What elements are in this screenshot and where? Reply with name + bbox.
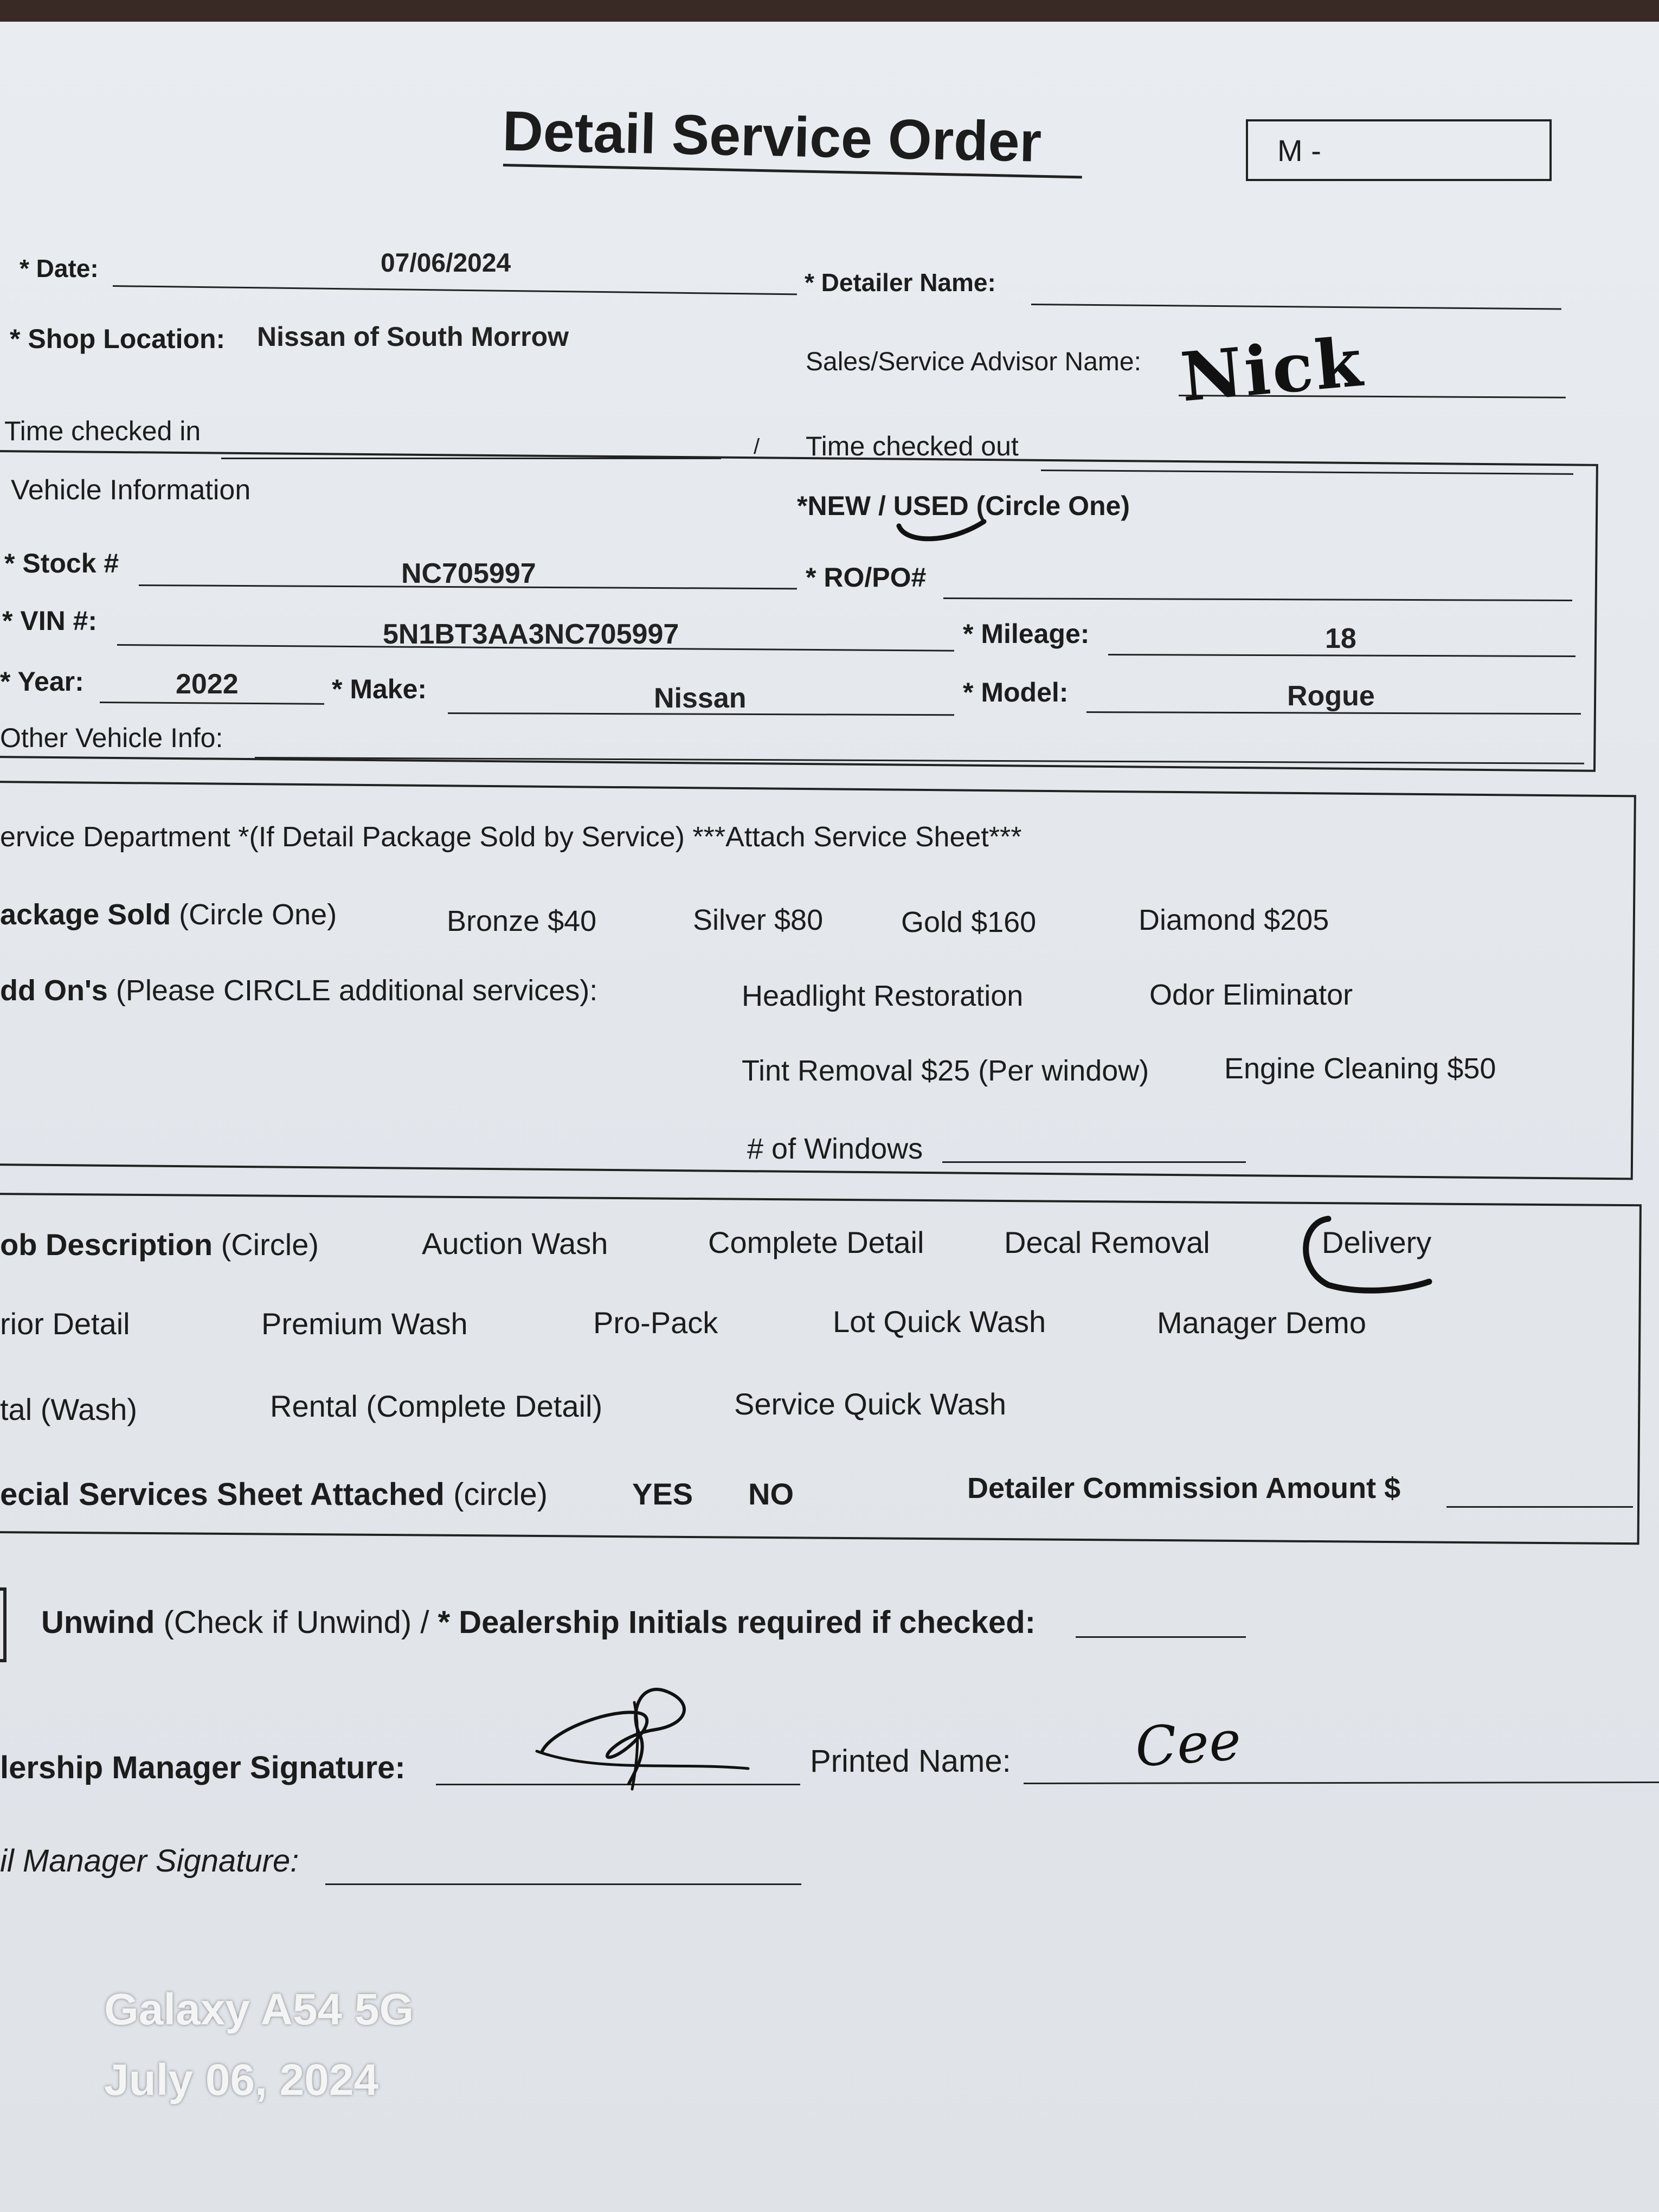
mileage-label: * Mileage: — [963, 619, 1090, 649]
time-checked-in-label: Time checked in — [4, 416, 201, 446]
package-silver[interactable]: Silver $80 — [693, 904, 824, 936]
stock-number-label: * Stock # — [4, 548, 119, 578]
package-gold[interactable]: Gold $160 — [901, 906, 1037, 938]
detail-manager-signature-line — [325, 1883, 801, 1885]
vin-value: 5N1BT3AA3NC705997 — [383, 619, 679, 650]
detailer-name-line — [1031, 304, 1561, 310]
year-value: 2022 — [176, 668, 239, 700]
job-auction-wash[interactable]: Auction Wash — [422, 1226, 608, 1261]
printed-name-line — [1024, 1782, 1659, 1784]
detailer-name-label: * Detailer Name: — [805, 268, 996, 297]
ro-po-label: * RO/PO# — [806, 562, 927, 593]
shop-location-label: * Shop Location: — [10, 324, 226, 354]
vin-label: * VIN #: — [2, 606, 98, 636]
mileage-value: 18 — [1325, 623, 1356, 654]
add-ons-label-note: (Please CIRCLE additional services): — [115, 974, 598, 1007]
time-checked-out-label: Time checked out — [806, 431, 1019, 461]
model-label: * Model: — [963, 677, 1069, 708]
camera-device-stamp: Galaxy A54 5G — [104, 1985, 414, 2034]
advisor-name-value: Nick — [1178, 323, 1367, 417]
form-number-label: M - — [1277, 133, 1321, 168]
package-diamond[interactable]: Diamond $205 — [1139, 904, 1329, 936]
windows-count-label: # of Windows — [747, 1133, 923, 1165]
job-decal-removal[interactable]: Decal Removal — [1004, 1225, 1210, 1259]
job-lot-quick-wash[interactable]: Lot Quick Wash — [833, 1304, 1046, 1339]
special-services-label-note: (circle) — [453, 1477, 548, 1512]
detail-manager-signature-label: il Manager Signature: — [0, 1843, 299, 1879]
initials-line — [1076, 1636, 1246, 1638]
time-separator: / — [754, 435, 760, 459]
job-rental-complete-detail[interactable]: Rental (Complete Detail) — [270, 1389, 603, 1423]
add-ons-label-bold: dd On's — [0, 974, 108, 1007]
printed-name-label: Printed Name: — [810, 1744, 1011, 1779]
job-rental-wash[interactable]: tal (Wash) — [0, 1392, 138, 1426]
unwind-label-note: (Check if Unwind) / — [163, 1605, 429, 1640]
shop-location-value: Nissan of South Morrow — [257, 321, 569, 352]
special-services-no[interactable]: NO — [748, 1477, 794, 1511]
special-services-label-bold: ecial Services Sheet Attached — [0, 1477, 445, 1512]
delivery-circle-mark — [1290, 1209, 1448, 1296]
other-vehicle-info-label: Other Vehicle Info: — [0, 723, 223, 753]
windows-count-line — [942, 1161, 1246, 1163]
job-description-label-bold: ob Description — [0, 1227, 213, 1262]
service-order-sheet — [0, 22, 1659, 2212]
job-interior-detail[interactable]: rior Detail — [0, 1307, 130, 1341]
vehicle-info-heading: Vehicle Information — [11, 474, 251, 506]
job-pro-pack[interactable]: Pro-Pack — [593, 1306, 718, 1340]
package-sold-label — [0, 900, 337, 929]
addon-tint-removal[interactable]: Tint Removal $25 (Per window) — [742, 1054, 1149, 1087]
package-sold-label-bold: ackage Sold — [0, 898, 171, 931]
page-title: Detail Service Order — [501, 100, 1043, 174]
package-sold-label-note: (Circle One) — [179, 898, 337, 931]
detailer-commission-line — [1446, 1506, 1633, 1508]
addon-odor-eliminator[interactable]: Odor Eliminator — [1149, 979, 1353, 1011]
unwind-label — [41, 1607, 1036, 1638]
date-line — [113, 285, 797, 295]
new-used-label: *NEW / USED (Circle One) — [797, 491, 1130, 521]
special-services-label — [0, 1479, 548, 1510]
year-label: * Year: — [0, 666, 84, 697]
job-manager-demo[interactable]: Manager Demo — [1157, 1306, 1366, 1340]
add-ons-label — [0, 976, 597, 1005]
camera-date-stamp: July 06, 2024 — [104, 2055, 379, 2105]
job-service-quick-wash[interactable]: Service Quick Wash — [734, 1387, 1007, 1421]
model-value: Rogue — [1287, 680, 1375, 712]
job-description-label-note: (Circle) — [221, 1227, 319, 1262]
job-delivery[interactable]: Delivery — [1322, 1225, 1432, 1259]
unwind-label-bold: Unwind — [41, 1605, 155, 1640]
service-department-heading: ervice Department *(If Detail Package Sold by Service) ***Attach Service Sheet*** — [0, 821, 1022, 853]
date-value: 07/06/2024 — [381, 249, 511, 278]
addon-headlight-restoration[interactable]: Headlight Restoration — [742, 980, 1024, 1012]
stock-number-value: NC705997 — [401, 558, 536, 589]
package-bronze[interactable]: Bronze $40 — [447, 905, 597, 937]
addon-engine-cleaning[interactable]: Engine Cleaning $50 — [1224, 1052, 1496, 1085]
dealership-manager-signature-label: lership Manager Signature: — [0, 1750, 406, 1785]
date-label: * Date: — [20, 254, 99, 282]
special-services-yes[interactable]: YES — [632, 1477, 693, 1511]
detailer-commission-label: Detailer Commission Amount $ — [967, 1472, 1401, 1504]
job-complete-detail[interactable]: Complete Detail — [708, 1225, 924, 1259]
advisor-name-label: Sales/Service Advisor Name: — [806, 348, 1141, 376]
make-label: * Make: — [332, 674, 427, 704]
make-value: Nissan — [654, 683, 747, 714]
unwind-checkbox[interactable] — [0, 1587, 7, 1662]
form-number-box — [1246, 119, 1552, 181]
job-description-label — [0, 1227, 319, 1262]
manager-signature-scribble[interactable] — [531, 1670, 770, 1795]
initials-required-label: * Dealership Initials required if checked: — [438, 1605, 1036, 1640]
printed-name-value: Cee — [1133, 1708, 1243, 1779]
job-premium-wash[interactable]: Premium Wash — [261, 1307, 468, 1341]
used-circle-mark — [889, 510, 1008, 553]
